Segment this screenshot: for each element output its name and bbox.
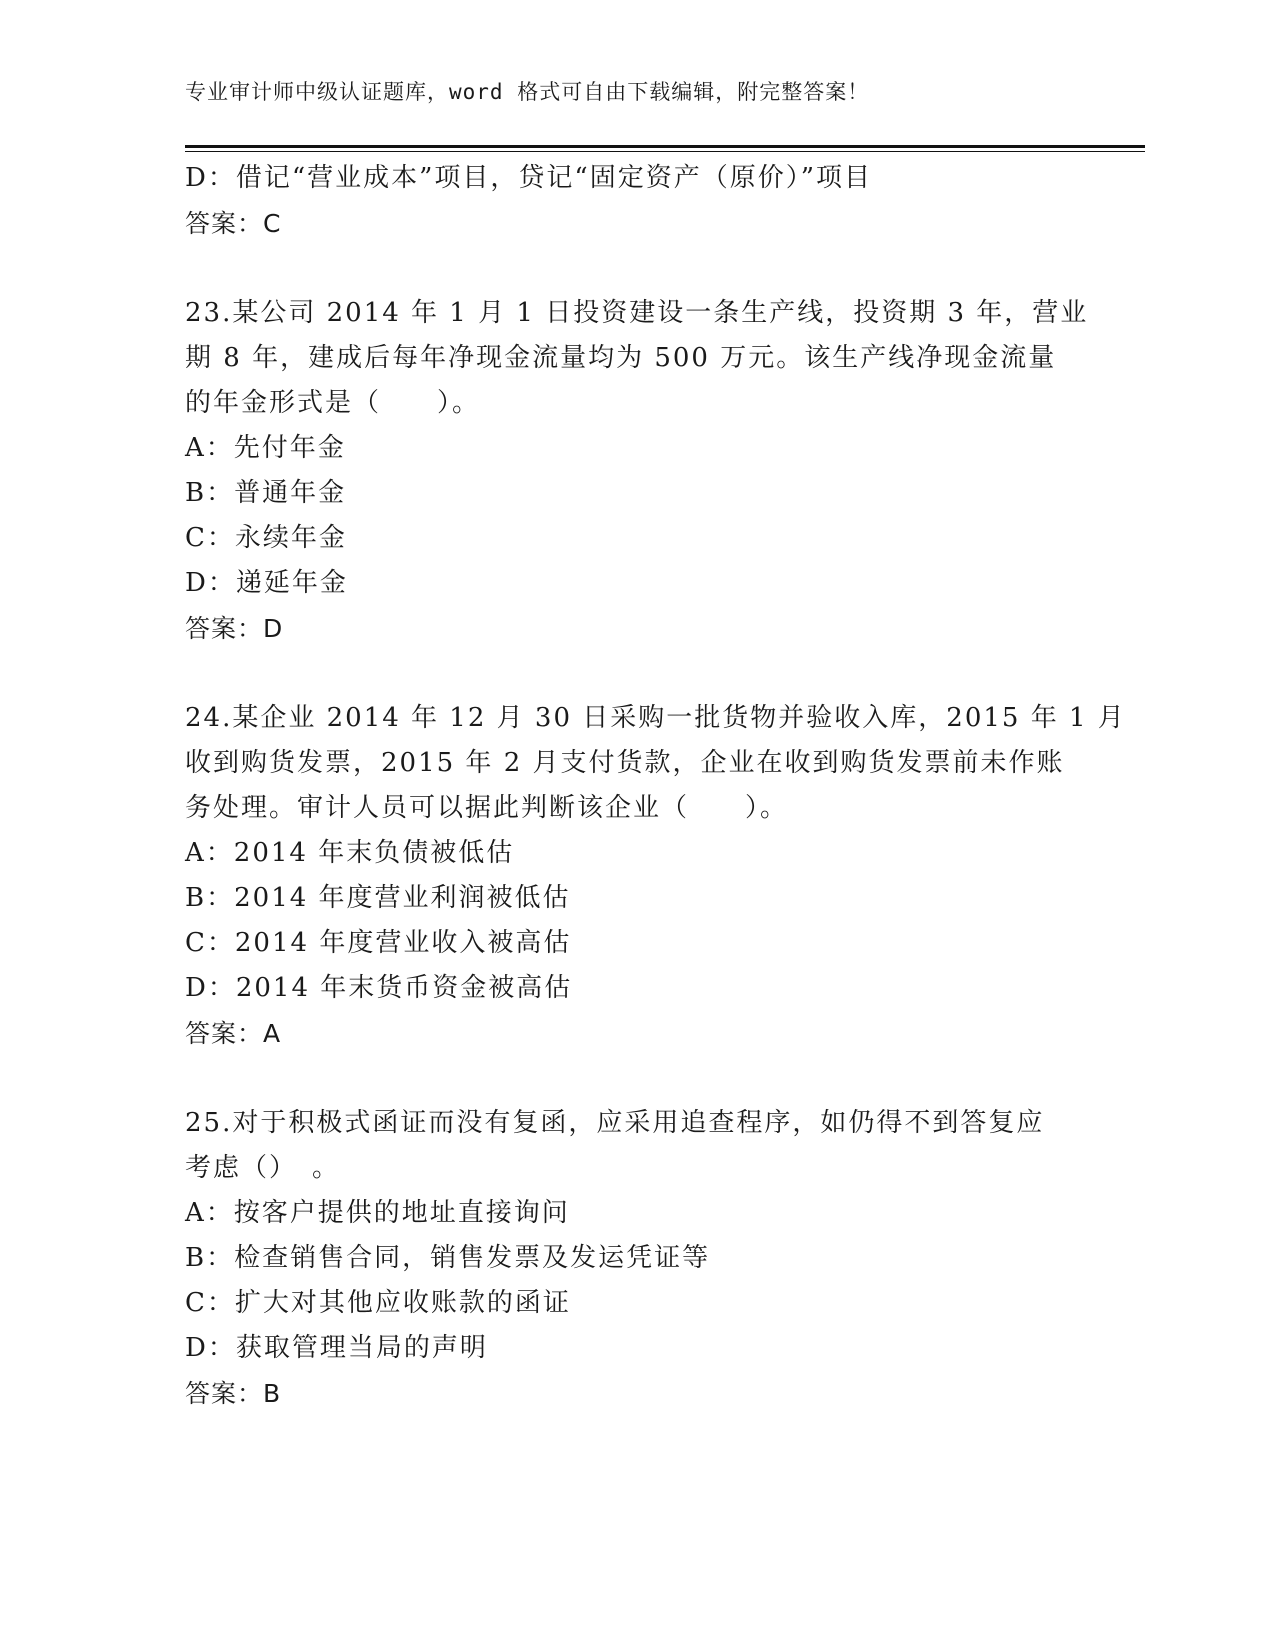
question-stem-line: 25.对于积极式函证而没有复函，应采用追查程序，如仍得不到答复应: [185, 1108, 1045, 1138]
question-stem-line: 收到购货发票，2015 年 2 月支付货款，企业在收到购货发票前未作账: [185, 748, 1065, 778]
content: [185, 156, 1126, 1416]
option-a: A：2014 年末负债被低估: [185, 838, 515, 868]
option-a: A：按客户提供的地址直接询问: [185, 1198, 570, 1228]
spacer: [185, 1056, 1065, 1101]
option-d: D：获取管理当局的声明: [185, 1333, 488, 1363]
answer: 答案：B: [185, 1379, 282, 1408]
question-stem-line: 考虑（） 。: [185, 1153, 341, 1183]
question-stem-line: 23.某公司 2014 年 1 月 1 日投资建设一条生产线，投资期 3 年，营业: [185, 298, 1089, 328]
page-header: 专业审计师中级认证题库，word 格式可自由下载编辑，附完整答案！: [185, 80, 870, 104]
option-c: C：永续年金: [185, 523, 347, 553]
option-d: D：2014 年末货币资金被高估: [185, 973, 573, 1003]
option-b: B：检查销售合同，销售发票及发运凭证等: [185, 1243, 711, 1273]
question-23: [185, 291, 1089, 651]
option-d: D：递延年金: [185, 568, 348, 598]
answer: 答案：C: [185, 209, 282, 238]
option-d: D：借记“营业成本”项目，贷记“固定资产（原价）”项目: [185, 163, 873, 193]
option-c: C：扩大对其他应收账款的函证: [185, 1288, 571, 1318]
option-b: B：2014 年度营业利润被低估: [185, 883, 571, 913]
answer: 答案：D: [185, 614, 284, 643]
answer: 答案：A: [185, 1019, 282, 1048]
spacer: [185, 246, 1065, 291]
question-stem-line: 务处理。审计人员可以据此判断该企业（ ）。: [185, 793, 789, 823]
option-b: B：普通年金: [185, 478, 347, 508]
question-stem-line: 的年金形式是（ ）。: [185, 388, 481, 418]
question-stem-line: 期 8 年，建成后每年净现金流量均为 500 万元。该生产线净现金流量: [185, 343, 1057, 373]
spacer: [185, 651, 1065, 696]
option-c: C：2014 年度营业收入被高估: [185, 928, 572, 958]
option-a: A：先付年金: [185, 433, 346, 463]
header-rule-thick: [185, 145, 1145, 148]
question-25: [185, 1101, 1065, 1416]
question-stem-line: 24.某企业 2014 年 12 月 30 日采购一批货物并验收入库，2015 年 1 月: [185, 703, 1126, 733]
header-rule-thin: [185, 151, 1145, 152]
question-24: [185, 696, 1126, 1056]
